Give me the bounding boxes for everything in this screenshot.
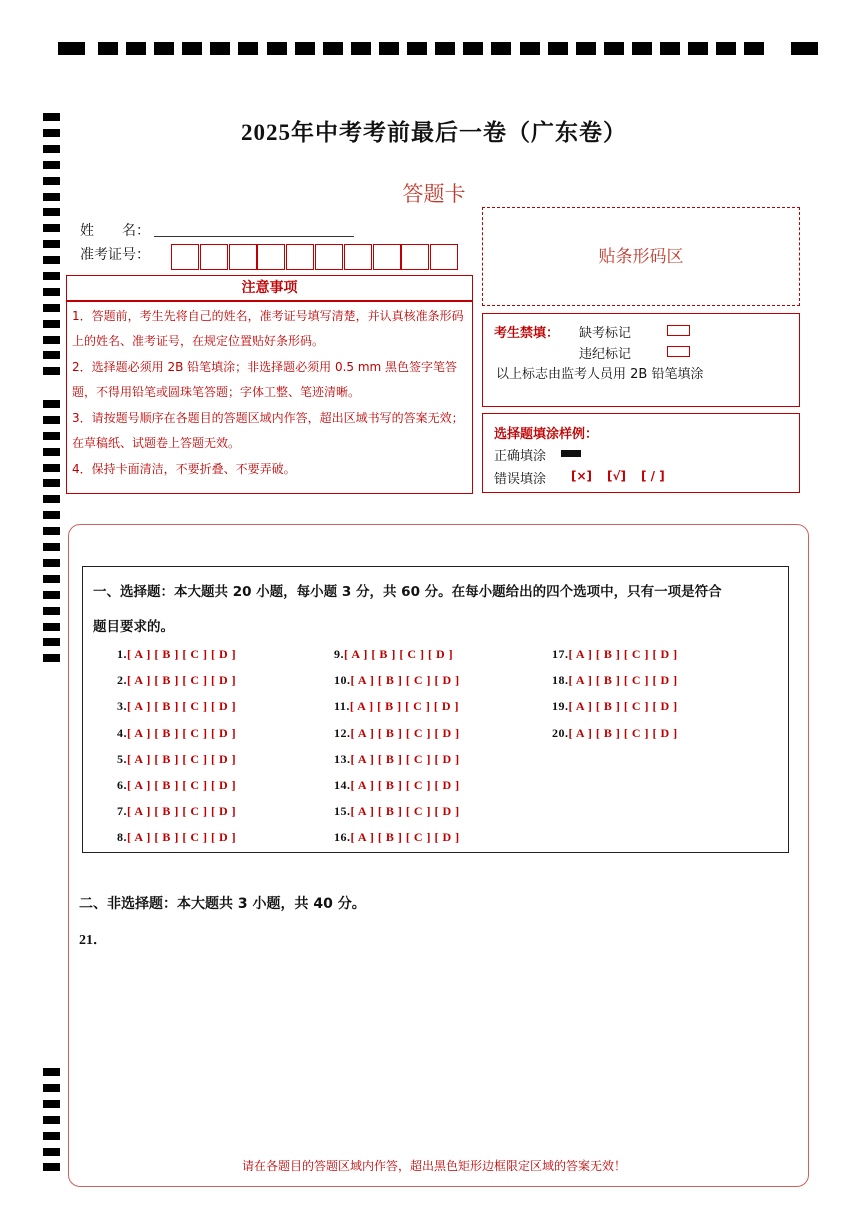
timing-mark bbox=[43, 288, 60, 296]
timing-mark bbox=[688, 42, 708, 55]
timing-mark bbox=[43, 351, 60, 359]
choice-options[interactable]: [ A ] [ B ] [ C ] [ D ] bbox=[127, 778, 237, 792]
question-number: 19. bbox=[552, 699, 569, 714]
timing-mark bbox=[43, 607, 60, 615]
timing-mark bbox=[43, 161, 60, 169]
timing-mark bbox=[43, 623, 60, 631]
timing-mark bbox=[351, 42, 371, 55]
violation-label: 违纪标记 bbox=[579, 347, 632, 362]
answer-card-label: 答题卡 bbox=[402, 182, 466, 206]
timing-mark bbox=[379, 42, 399, 55]
footer-warning: 请在各题目的答题区域内作答，超出黑色矩形边框限定区域的答案无效！ bbox=[241, 1159, 626, 1173]
timing-mark bbox=[744, 42, 764, 55]
question-choice-row[interactable] bbox=[117, 673, 236, 688]
choice-options[interactable]: [ A ] [ B ] [ C ] [ D ] bbox=[127, 673, 237, 688]
name-field[interactable] bbox=[154, 236, 354, 237]
timing-mark bbox=[43, 527, 60, 535]
timing-mark bbox=[238, 42, 258, 55]
timing-mark bbox=[43, 240, 60, 248]
choice-options[interactable]: [ A ] [ B ] [ C ] [ D ] bbox=[568, 673, 678, 688]
question-choice-row[interactable] bbox=[117, 752, 236, 767]
timing-mark bbox=[323, 42, 343, 55]
barcode-area bbox=[482, 207, 800, 306]
question-choice-row[interactable] bbox=[117, 726, 236, 741]
timing-mark bbox=[43, 495, 60, 503]
question-choice-row[interactable] bbox=[334, 830, 460, 845]
question-number: 3. bbox=[117, 699, 127, 714]
timing-mark bbox=[43, 224, 60, 232]
timing-mark bbox=[43, 559, 60, 567]
forbidden-title: 考生禁填： bbox=[494, 326, 560, 341]
question-choice-row[interactable] bbox=[552, 647, 678, 662]
page-title: 2025年中考考前最后一卷（广东卷） bbox=[241, 120, 627, 145]
timing-mark bbox=[43, 543, 60, 551]
choice-options[interactable]: [ A ] [ B ] [ C ] [ D ] bbox=[350, 830, 460, 845]
timing-mark bbox=[43, 511, 60, 519]
exam-id-digit-cell[interactable] bbox=[315, 244, 343, 270]
timing-mark bbox=[98, 42, 118, 55]
question-number: 5. bbox=[117, 751, 127, 766]
choice-options[interactable]: [ A ] [ B ] [ C ] [ D ] bbox=[127, 751, 237, 766]
choice-options[interactable]: [ A ] [ B ] [ C ] [ D ] bbox=[350, 778, 460, 792]
exam-id-digit-cell[interactable] bbox=[257, 244, 285, 270]
question-choice-row[interactable] bbox=[117, 699, 236, 714]
choice-options[interactable]: [ A ] [ B ] [ C ] [ D ] bbox=[350, 725, 460, 740]
timing-mark bbox=[43, 448, 60, 456]
question-number: 2. bbox=[117, 673, 127, 688]
exam-id-digit-cell[interactable] bbox=[286, 244, 314, 270]
wrong-mark-2: [√] bbox=[607, 469, 626, 483]
timing-mark bbox=[716, 42, 736, 55]
question-choice-row[interactable] bbox=[117, 830, 236, 845]
timing-mark bbox=[154, 42, 174, 55]
absent-mark-box[interactable] bbox=[667, 325, 690, 336]
forbidden-note: 以上标志由监考人员用 2B 铅笔填涂 bbox=[496, 367, 704, 382]
choice-options[interactable]: [ A ] [ B ] [ C ] [ D ] bbox=[127, 647, 237, 661]
choice-options[interactable]: [ A ] [ B ] [ C ] [ D ] bbox=[568, 647, 678, 661]
timing-mark bbox=[43, 1084, 60, 1092]
fill-sample-box bbox=[482, 413, 800, 493]
choice-options[interactable]: [ A ] [ B ] [ C ] [ D ] bbox=[127, 830, 237, 845]
question-number: 6. bbox=[117, 778, 127, 792]
notice-title: 注意事项 bbox=[241, 280, 298, 296]
correct-fill-label: 正确填涂 bbox=[494, 449, 547, 464]
question-choice-row[interactable] bbox=[552, 673, 678, 688]
choice-options[interactable]: [ A ] [ B ] [ C ] [ D ] bbox=[349, 699, 459, 714]
question-number: 20. bbox=[552, 725, 569, 740]
choice-options[interactable]: [ A ] [ B ] [ C ] [ D ] bbox=[568, 725, 678, 740]
timing-mark bbox=[58, 42, 85, 55]
exam-id-digit-cell[interactable] bbox=[171, 244, 199, 270]
forbidden-box bbox=[482, 313, 800, 407]
question-number: 1. bbox=[117, 647, 127, 661]
timing-mark bbox=[491, 42, 511, 55]
notice-item-1: 1．答题前，考生先将自己的姓名，准考证号填写清楚，并认真核准条形码上的姓名、准考证号，在规定位置贴好条形码。 bbox=[72, 309, 464, 348]
timing-mark bbox=[182, 42, 202, 55]
timing-mark bbox=[43, 1116, 60, 1124]
timing-mark bbox=[632, 42, 652, 55]
timing-mark bbox=[43, 464, 60, 472]
timing-mark bbox=[435, 42, 455, 55]
section1-heading-line2: 题目要求的。 bbox=[93, 619, 174, 635]
timing-mark bbox=[43, 256, 60, 264]
violation-mark-box[interactable] bbox=[667, 346, 690, 357]
question-choice-row[interactable] bbox=[334, 752, 460, 767]
timing-mark bbox=[660, 42, 680, 55]
exam-id-label: 准考证号： bbox=[80, 247, 150, 263]
timing-mark bbox=[463, 42, 483, 55]
choice-options[interactable]: [ A ] [ B ] [ C ] [ D ] bbox=[344, 647, 454, 661]
question-number: 11. bbox=[334, 699, 350, 714]
question-choice-row[interactable] bbox=[334, 673, 460, 688]
timing-mark bbox=[43, 416, 60, 424]
exam-id-digit-cell[interactable] bbox=[344, 244, 372, 270]
timing-mark bbox=[43, 1068, 60, 1076]
timing-mark bbox=[126, 42, 146, 55]
choice-options[interactable]: [ A ] [ B ] [ C ] [ D ] bbox=[127, 725, 237, 740]
timing-mark bbox=[43, 654, 60, 662]
timing-mark bbox=[43, 575, 60, 583]
section2-heading: 二、非选择题：本大题共 3 小题，共 40 分。 bbox=[79, 896, 366, 912]
question-number: 10. bbox=[334, 673, 351, 688]
question-number: 16. bbox=[334, 830, 351, 845]
correct-fill-sample bbox=[561, 450, 581, 457]
timing-mark bbox=[43, 638, 60, 646]
exam-id-digit-cell[interactable] bbox=[373, 244, 401, 270]
question-number: 7. bbox=[117, 804, 127, 819]
timing-mark bbox=[43, 336, 60, 344]
question-choice-row[interactable] bbox=[334, 726, 460, 741]
timing-mark bbox=[267, 42, 287, 55]
timing-mark bbox=[43, 400, 60, 408]
timing-mark bbox=[548, 42, 568, 55]
question-choice-row[interactable] bbox=[117, 647, 236, 662]
choice-options[interactable]: [ A ] [ B ] [ C ] [ D ] bbox=[350, 804, 460, 819]
timing-mark bbox=[43, 432, 60, 440]
timing-mark bbox=[520, 42, 540, 55]
notice-item-3: 3．请按题号顺序在各题目的答题区域内作答，超出区域书写的答案无效；在草稿纸、试题卷上答题无效。 bbox=[72, 411, 464, 450]
wrong-fill-label: 错误填涂 bbox=[494, 472, 547, 487]
question-number: 17. bbox=[552, 647, 569, 661]
timing-mark bbox=[210, 42, 230, 55]
wrong-mark-3: [ / ] bbox=[641, 469, 665, 483]
section1-heading-line1: 一、选择题：本大题共 20 小题，每小题 3 分，共 60 分。在每小题给出的四个选项中，只有一项是符合 bbox=[93, 584, 722, 600]
timing-mark bbox=[43, 320, 60, 328]
timing-mark bbox=[407, 42, 427, 55]
exam-id-digit-cell[interactable] bbox=[401, 244, 429, 270]
timing-mark bbox=[43, 272, 60, 280]
exam-id-digit-cell[interactable] bbox=[229, 244, 257, 270]
timing-mark bbox=[43, 208, 60, 216]
choice-options[interactable]: [ A ] [ B ] [ C ] [ D ] bbox=[350, 673, 460, 688]
timing-mark bbox=[43, 367, 60, 375]
timing-mark bbox=[576, 42, 596, 55]
fill-sample-title: 选择题填涂样例： bbox=[494, 427, 599, 442]
notice-title-box bbox=[66, 275, 473, 301]
question-choice-row[interactable] bbox=[552, 699, 678, 714]
exam-id-digit-cell[interactable] bbox=[430, 244, 458, 270]
choice-options[interactable]: [ A ] [ B ] [ C ] [ D ] bbox=[350, 751, 460, 766]
timing-mark bbox=[43, 591, 60, 599]
question-number: 4. bbox=[117, 725, 127, 740]
timing-mark bbox=[295, 42, 315, 55]
timing-mark bbox=[43, 304, 60, 312]
absent-label: 缺考标记 bbox=[579, 326, 632, 341]
question-number: 9. bbox=[334, 647, 344, 661]
question-number: 15. bbox=[334, 804, 351, 819]
question-choice-row[interactable] bbox=[552, 726, 678, 741]
notice-item-4: 4．保持卡面清洁，不要折叠、不要弄破。 bbox=[72, 462, 296, 476]
question-21-label: 21． bbox=[79, 933, 107, 948]
question-number: 13. bbox=[334, 751, 351, 766]
choice-options[interactable]: [ A ] [ B ] [ C ] [ D ] bbox=[127, 804, 237, 819]
timing-mark bbox=[43, 1100, 60, 1108]
name-label: 姓 名： bbox=[80, 223, 150, 239]
question-number: 8. bbox=[117, 830, 127, 845]
timing-mark bbox=[43, 1148, 60, 1156]
wrong-mark-1: [×] bbox=[571, 469, 593, 483]
question-choice-row[interactable] bbox=[117, 778, 236, 793]
question-choice-row[interactable] bbox=[334, 647, 453, 662]
question-choice-row[interactable] bbox=[117, 804, 236, 819]
barcode-label: 贴条形码区 bbox=[598, 247, 684, 267]
timing-mark bbox=[43, 479, 60, 487]
question-number: 14. bbox=[334, 778, 351, 792]
question-21-answer-area[interactable] bbox=[80, 950, 795, 1150]
question-choice-row[interactable] bbox=[334, 699, 459, 714]
question-choice-row[interactable] bbox=[334, 804, 460, 819]
timing-mark bbox=[43, 1132, 60, 1140]
exam-id-digit-cell[interactable] bbox=[200, 244, 228, 270]
question-number: 12. bbox=[334, 725, 351, 740]
notice-item-2: 2．选择题必须用 2B 铅笔填涂；非选择题必须用 0.5 mm 黑色签字笔答题，不得用铅笔或圆珠笔答题；字体工整、笔迹清晰。 bbox=[72, 360, 458, 399]
question-choice-row[interactable] bbox=[334, 778, 460, 793]
choice-options[interactable]: [ A ] [ B ] [ C ] [ D ] bbox=[568, 699, 678, 714]
timing-mark bbox=[604, 42, 624, 55]
timing-mark bbox=[791, 42, 818, 55]
question-number: 18. bbox=[552, 673, 569, 688]
choice-options[interactable]: [ A ] [ B ] [ C ] [ D ] bbox=[127, 699, 237, 714]
